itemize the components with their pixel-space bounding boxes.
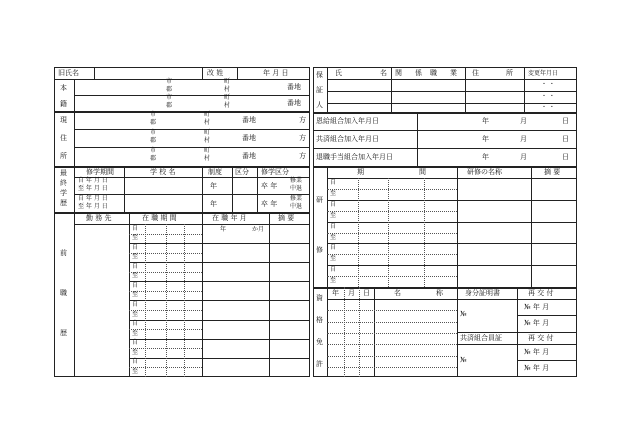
hoshou-dots-2: ・ ・ — [541, 93, 555, 100]
zenshoku-ji: 自 — [132, 281, 139, 289]
zenshoku-first-nen: 年 — [220, 226, 227, 233]
zenshoku-itaru: 至 — [132, 234, 139, 242]
mibun-row-2: № 年 月 — [524, 319, 550, 327]
mibun-row-1: № 年 月 — [524, 303, 550, 311]
kenshuu-label-1: 研 — [316, 196, 323, 204]
gakureki-label-2: 終 — [60, 179, 67, 187]
kyousai-card-reissue: 再 交 付 — [528, 334, 554, 342]
zenshoku-itaru: 至 — [132, 291, 139, 299]
mibun-reissue: 再 交 付 — [528, 289, 554, 297]
zenshoku-label-1: 前 — [60, 249, 67, 257]
zenshoku-itaru: 至 — [132, 310, 139, 318]
left-page-frame — [54, 67, 310, 377]
kenshuu-ji: 自 — [330, 179, 337, 186]
former-name-label: 旧氏名 — [58, 69, 79, 77]
kyousai-card-row-1: № 年 月 — [524, 348, 550, 356]
hoshou-label-2: 証 — [316, 86, 323, 94]
zenshoku-itaru: 至 — [132, 329, 139, 337]
honseki-label-2: 籍 — [60, 100, 67, 108]
mibun-title: 身分証明書 — [465, 289, 500, 297]
shikaku-label-3: 免 — [316, 338, 323, 346]
personnel-record-form: 旧氏名 改 姓 年 月 日 本 籍 市 郡 町 村 番地 市 郡 町 村 番地 現 住 所 市 郡 町 村 番地 方 市 郡 町 村 番地 方 市 郡 町 村 番地 方 最 終 学 歴 修学期間 学 校 名 制度 区分 修学区分 自 年 月 日 至 年 月 日 年 卒 年 修業 中退 自 年 月 日 至 年 月 日 年 卒 年 修業 中退 前 職 歴 勤 務 先 在 職 期 間 在 職 年 月 摘 要 自 至 自 至 自 至 自 至 自 至 自 至 自 至 自 至 年 か月 保 証 人 氏 名 関 係 職 業 住 所 変更年月日 ・ ・ ・ ・ ・ ・ 恩給組合加入年月日 年 月 日 共済組合加入年月日 年 月 日 退職手当組合加入年月日 年 月 日 研 修 期 間 研修の名称 摘 要 自 至 自 至 自 至 自 至 自 至 資 格 免 許 年 月 日 名 称 身分証明書 再 交 付 № № 年 月 № 年 月 共済組合員証 再 交 付 № № 年 月 № 年 月 — [54, 67, 577, 377]
kenshuu-ji: 自 — [330, 222, 337, 230]
kyousai-card-no: № — [460, 356, 467, 364]
zenshoku-first-kagetsu: か月 — [252, 226, 265, 233]
zenshoku-ji: 自 — [132, 224, 139, 232]
zenshoku-label-3: 歴 — [60, 329, 67, 337]
zenshoku-ji: 自 — [132, 320, 139, 328]
kenshuu-ji: 自 — [330, 266, 337, 274]
genjuusho-label-2: 住 — [60, 134, 67, 142]
kyousai-card-title: 共済組合員証 — [460, 334, 502, 342]
name-change-date: 年 月 日 — [263, 69, 289, 77]
gakureki-label-3: 学 — [60, 189, 67, 197]
hoshou-label-1: 保 — [316, 71, 323, 79]
shikaku-label-1: 資 — [316, 294, 323, 302]
shikaku-label-4: 許 — [316, 360, 323, 368]
kenshuu-itaru: 至 — [330, 255, 337, 263]
mibun-no: № — [460, 310, 467, 318]
gakureki-label-4: 歴 — [60, 199, 67, 207]
zenshoku-itaru: 至 — [132, 367, 139, 375]
kenshuu-itaru: 至 — [330, 277, 337, 285]
hoshou-dots-3: ・ ・ — [541, 104, 555, 111]
zenshoku-ji: 自 — [132, 358, 139, 366]
genjuusho-label-3: 所 — [60, 152, 67, 160]
kenshuu-itaru: 至 — [330, 211, 337, 219]
hoshou-label-3: 人 — [316, 101, 323, 109]
kenshuu-itaru: 至 — [330, 233, 337, 241]
honseki-label-1: 本 — [60, 84, 67, 92]
gakureki-label-1: 最 — [60, 169, 67, 177]
kyousai-card-row-2: № 年 月 — [524, 364, 550, 372]
zenshoku-itaru: 至 — [132, 272, 139, 280]
zenshoku-ji: 自 — [132, 300, 139, 308]
zenshoku-itaru: 至 — [132, 253, 139, 261]
zenshoku-ji: 自 — [132, 243, 139, 251]
zenshoku-itaru: 至 — [132, 348, 139, 356]
hoshou-dots-1: ・ ・ — [541, 81, 555, 88]
name-change-label: 改 姓 — [207, 69, 224, 77]
zenshoku-label-2: 職 — [60, 289, 67, 297]
kenshuu-itaru: 至 — [330, 189, 337, 197]
kenshuu-ji: 自 — [330, 244, 337, 252]
genjuusho-label-1: 現 — [60, 116, 67, 124]
kenshuu-ji: 自 — [330, 200, 337, 208]
shikaku-label-2: 格 — [316, 316, 323, 324]
kenshuu-label-2: 修 — [316, 246, 323, 254]
zenshoku-ji: 自 — [132, 262, 139, 270]
zenshoku-ji: 自 — [132, 339, 139, 347]
